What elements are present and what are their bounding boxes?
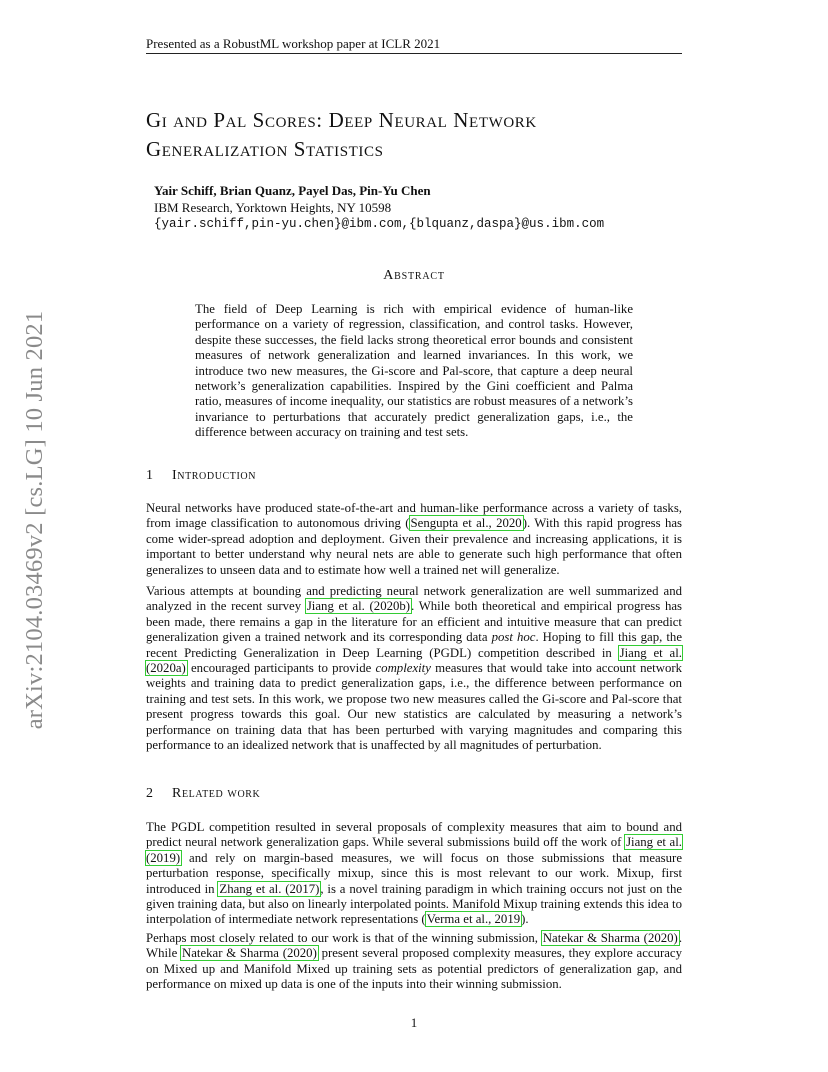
arxiv-stamp-text: arXiv:2104.03469v2 [cs.LG] 10 Jun 2021 <box>21 310 48 730</box>
text-run: The PGDL competition resulted in several proposals of complexity measures that aim to bound and predict neural network generalization gaps. While several submissions build off the work of <box>146 820 682 850</box>
text-run: Various attempts at bounding and predicting neural network generalization are well summarized and analyzed in the recent survey <box>146 584 682 614</box>
header-rule <box>146 53 682 54</box>
text-run: measures that would take into account network weights and training data to predict generalization gaps, i.e., the difference between performance on training and test sets. In this work, we propose two new measures called the Gi-score and Pal-score that present progress towards this goal. Our new statistics are calculated by measuring a network’s performance on training data that has been perturbed with varying magnitudes and comparing this performance to an idealized network that is unaffected by all magnitudes of perturbation. <box>146 661 683 753</box>
related-paragraph-2 <box>146 931 682 993</box>
citation-link[interactable]: Jiang et al. (2020a) <box>146 645 682 676</box>
emphasis: complexity <box>375 661 431 676</box>
citation-link[interactable]: Sengupta et al., 2020 <box>410 516 522 531</box>
section-number: 1 <box>146 468 154 483</box>
section-number: 2 <box>146 786 154 801</box>
intro-paragraph-2 <box>146 584 682 753</box>
text-run: . While <box>146 931 683 961</box>
related-paragraph-1 <box>146 820 682 928</box>
text-run: , is a novel training paradigm in which training occurs not just on the given training data, but also on linearly interpolated points. Manifold Mixup training extends this idea to interpolation of intermediate network representations ( <box>146 881 683 927</box>
abstract-body: The field of Deep Learning is rich with empirical evidence of human-like performance on a variety of regression, classification, and control tasks. However, despite these successes, the field lacks strong theoretical error bounds and consistent measures of network generalization and learned invariances. In this work, we introduce two new measures, the Gi-score and Pal-score, that capture a deep neural network’s generalization capabilities. Inspired by the Gini coefficient and Palma ratio, measures of income inequality, our statistics are robust measures of a network’s invariance to perturbations that accurately predict generalization gaps, i.e., the difference between accuracy on training and test sets. <box>195 302 633 440</box>
emphasis: post hoc <box>491 630 536 645</box>
section-heading-related-work <box>146 786 260 802</box>
author-emails: {yair.schiff,pin-yu.chen}@ibm.com,{blquanz,daspa}@us.ibm.com <box>154 217 605 231</box>
citation-link[interactable]: Zhang et al. (2017) <box>219 881 320 896</box>
citation-link[interactable]: Verma et al., 2019 <box>426 912 521 927</box>
text-run: . Hoping to fill this gap, the recent Predicting Generalization in Deep Learning (PGDL) competition described in <box>146 630 682 660</box>
section-title: Related work <box>172 786 261 801</box>
arxiv-stamp <box>14 290 56 750</box>
paper-title <box>146 106 706 164</box>
intro-paragraph-1 <box>146 501 682 578</box>
text-run: encouraged participants to provide <box>186 661 376 676</box>
text-run: ). <box>521 912 529 927</box>
title-line-1: Gi and Pal Scores: Deep Neural Network <box>146 108 537 132</box>
text-run: and rely on margin-based measures, we will focus on those submissions that measure perturbation response, specifically mixup, since this is most relevant to our work. Mixup, first introduced in <box>146 850 682 896</box>
section-heading-introduction <box>146 468 256 484</box>
page-number: 1 <box>410 1015 418 1030</box>
text-run: Perhaps most closely related to our work is that of the winning submission, <box>146 931 542 945</box>
text-run: . While both theoretical and empirical progress has been made, there remains a gap in the literature for an efficient and intuitive measure that can predict generalization given a trained network and its corresponding data <box>146 599 683 645</box>
section-title: Introduction <box>172 468 257 483</box>
author-affiliation: IBM Research, Yorktown Heights, NY 10598 <box>154 200 392 215</box>
text-run: Neural networks have produced state-of-the-art and human-like performance across a variety of tasks, from image classification to autonomous driving ( <box>146 501 682 531</box>
citation-link[interactable]: Natekar & Sharma (2020) <box>542 931 678 945</box>
title-line-2: Generalization Statistics <box>146 137 384 161</box>
author-names: Yair Schiff, Brian Quanz, Payel Das, Pin-Yu Chen <box>154 183 431 198</box>
citation-link[interactable]: Jiang et al. (2019) <box>146 835 682 865</box>
running-head: Presented as a RobustML workshop paper at ICLR 2021 <box>146 36 441 51</box>
text-run: present several proposed complexity measures, they explore accuracy on Mixed up and Manifold Mixed up training sets as potential predictors of generalization gap, and performance on mixed up data is one of the inputs into their winning submission. <box>146 946 682 992</box>
citation-link[interactable]: Natekar & Sharma (2020) <box>182 946 317 961</box>
text-run: ). With this rapid progress has come wider-spread adoption and deployment. Given their prevalence and increasing applications, it is important to better understand why neural nets are able to generate such high performance that often generalizes to unseen data and to estimate how well a trained net will generalize. <box>146 516 683 577</box>
abstract-heading: Abstract <box>383 268 445 283</box>
author-block <box>154 182 694 233</box>
citation-link[interactable]: Jiang et al. (2020b) <box>306 599 411 614</box>
